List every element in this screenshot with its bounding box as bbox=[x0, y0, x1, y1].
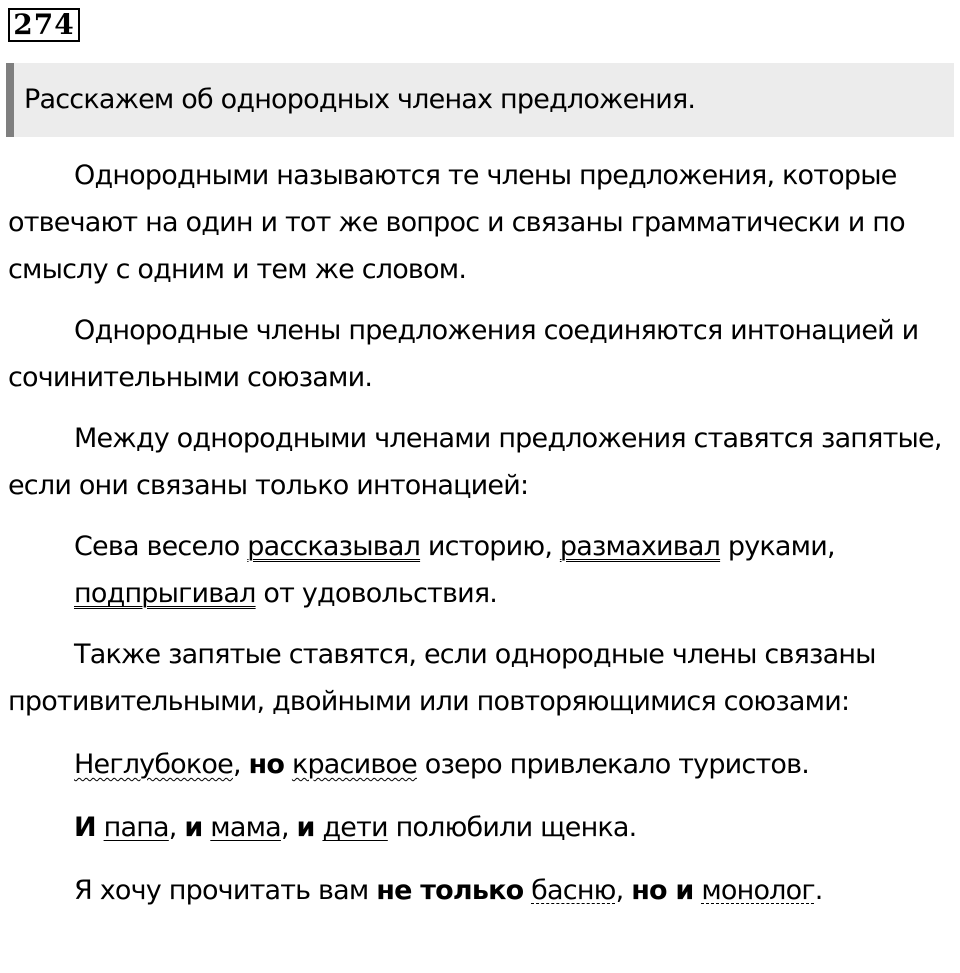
example-sentence-1 bbox=[8, 523, 956, 617]
attribute-word: красивое bbox=[291, 749, 417, 780]
subject-word: мама bbox=[210, 812, 281, 843]
text-span: . bbox=[814, 875, 823, 906]
conjunction: не только bbox=[376, 875, 524, 906]
text-span bbox=[96, 812, 104, 843]
text-span: Сева весело bbox=[74, 531, 248, 562]
subject-word: папа bbox=[103, 812, 169, 843]
paragraph-connection: Однородные члены предложения соединяются интонацией и сочинительными союзами. bbox=[8, 315, 919, 393]
text-span: , bbox=[280, 812, 297, 843]
predicate-word: подпрыгивал bbox=[74, 578, 256, 609]
conjunction: но и bbox=[631, 875, 694, 906]
text-span: полюбили щенка. bbox=[387, 812, 637, 843]
text-span: от удовольствия. bbox=[255, 578, 498, 609]
text-span bbox=[523, 875, 531, 906]
text-span: , bbox=[168, 812, 185, 843]
conjunction: И bbox=[74, 812, 96, 843]
paragraph-definition: Однородными называются те члены предложения, которые отвечают на один и тот же вопрос и связаны грамматически и по смыслу с одним и тем же словом. bbox=[8, 160, 905, 285]
paragraph-commas-conjunctions: Также запятые ставятся, если однородные члены связаны противительными, двойными или повторяющимися союзами: bbox=[8, 639, 876, 717]
subject-word: дети bbox=[322, 812, 388, 843]
body-text bbox=[8, 152, 956, 914]
text-span: руками, bbox=[720, 531, 835, 562]
object-word: монолог bbox=[701, 875, 815, 906]
conjunction: и bbox=[296, 812, 315, 843]
task-number: 274 bbox=[8, 8, 80, 42]
text-span: озеро привлекало туристов. bbox=[416, 749, 809, 780]
example-sentence-3 bbox=[8, 804, 956, 851]
conjunction: но bbox=[248, 749, 285, 780]
attribute-word: Неглубокое bbox=[74, 749, 233, 780]
predicate-word: размахивал bbox=[559, 531, 721, 562]
text-span: историю, bbox=[420, 531, 560, 562]
text-span: , bbox=[615, 875, 632, 906]
text-span bbox=[284, 749, 292, 780]
predicate-word: рассказывал bbox=[247, 531, 421, 562]
example-sentence-4 bbox=[8, 867, 956, 914]
section-heading: Расскажем об однородных членах предложения. bbox=[6, 63, 954, 137]
paragraph-commas-intonation: Между однородными членами предложения ставятся запятые, если они связаны только интонацией: bbox=[8, 423, 942, 501]
text-span: , bbox=[232, 749, 249, 780]
object-word: басню bbox=[531, 875, 616, 906]
text-span: Я хочу прочитать вам bbox=[74, 875, 377, 906]
example-sentence-2 bbox=[8, 741, 956, 788]
conjunction: и bbox=[184, 812, 203, 843]
